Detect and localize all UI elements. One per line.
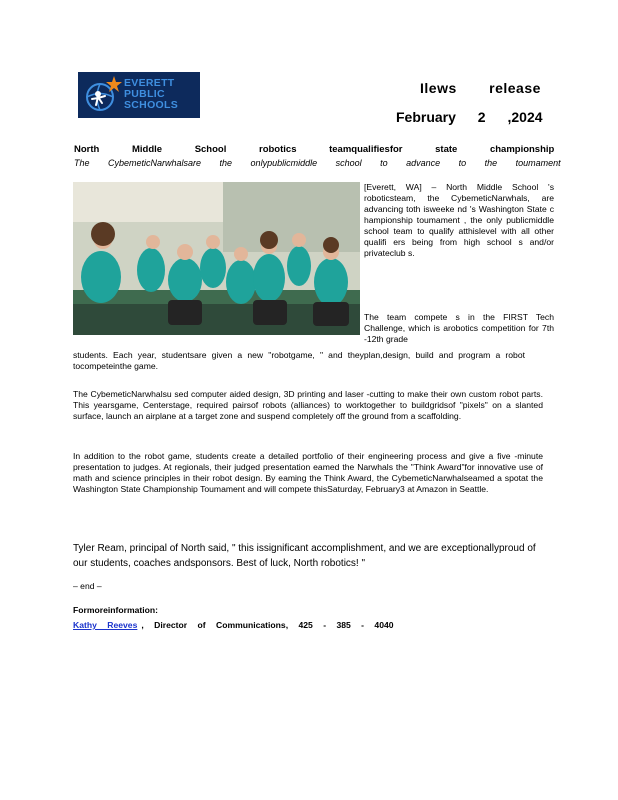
paragraph-competition-part1: The team compete s in the FIRST Tech Challenge, which is arobotics competition for 7th -12th grade	[364, 312, 554, 344]
headline: North Middle School robotics teamqualifiesfor state championship	[74, 144, 555, 155]
end-marker: – end –	[73, 581, 102, 591]
logo-line-2: PUBLIC	[124, 88, 165, 100]
paragraph-intro: [Everett, WA] – North Middle School 's roboticsteam, the CybemeticNarwhals, are advancing toth isweeke nd 's Washington State c hampionship toumament , the only publicmiddle school team to qualify atthislevel with all other qualifi ers being from high school s and/or privateclub s.	[364, 182, 554, 258]
subheadline: The CybemeticNarwhalsare the onlypublicmiddle school to advance to the toumament	[74, 158, 561, 168]
logo-line-1: EVERETT	[124, 77, 175, 89]
news-release-title: Ilews release	[420, 80, 541, 96]
team-photo	[73, 182, 360, 335]
release-date: February 2 ,2024	[396, 109, 543, 125]
more-info-label: Formoreinformation:	[73, 605, 158, 615]
district-logo	[78, 72, 200, 118]
contact-details: , Director of Communications, 425 - 385 - 4040	[141, 620, 394, 630]
principal-quote: Tyler Ream, principal of North said, " this issignificant accomplishment, and we are exceptionallyproud of our students, coaches andsponsors. Best of luck, North robotics! "	[73, 543, 536, 569]
logo-line-3: SCHOOLS	[124, 99, 179, 111]
paragraph-robot-design: The CybemeticNarwhalsu sed computer aided design, 3D printing and laser -cutting to make their own custom robot parts. This yearsgame, Centerstage, required pairsof robots (alliances) to worktogether to buildgridsof "pixels" on a slanted surface, launch an airplane at a target zone and suspend completely off the ground from a scaffolding.	[73, 389, 543, 421]
contact-name-link[interactable]: Kathy Reeves	[73, 620, 138, 630]
contact-line	[73, 620, 394, 630]
paragraph-think-award: In addition to the robot game, students create a detailed portfolio of their engineering process and give a five -minute presentation to judges. At regionals, their judged presentation eamed the Narwhals the "Think Award"for innovative use of math and science principles in their robot design. By eaming the Think Award, the CybemeticNarwhalseamed a spotat the Washington State Championship Toumament and will compete thisSaturday, February3 at Amazon in Seattle.	[73, 451, 543, 494]
paragraph-competition-part2: students. Each year, studentsare given a new "robotgame, " and theyplan,design, build and program a robot tocompeteinthe game.	[73, 350, 525, 371]
globe-star-icon	[78, 72, 124, 118]
